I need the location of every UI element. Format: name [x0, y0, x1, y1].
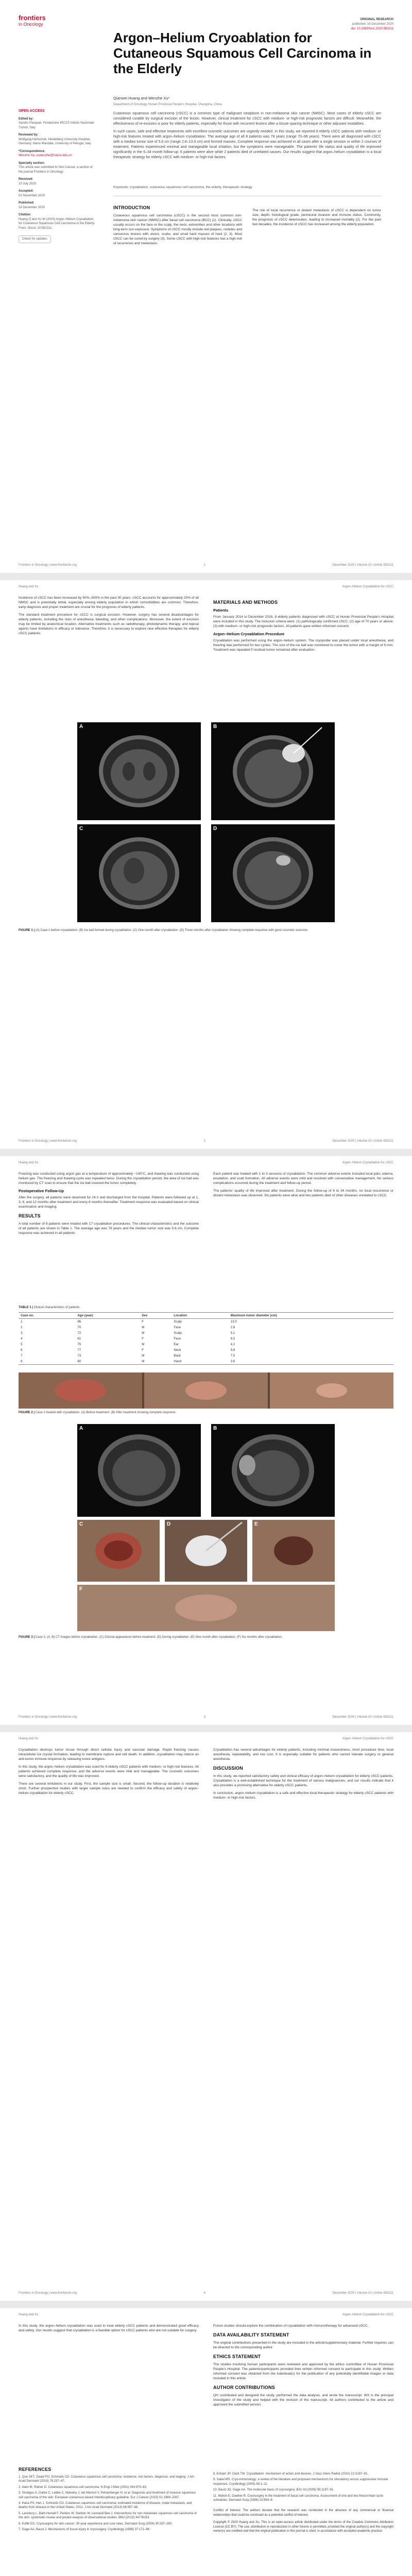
journal-logo[interactable]	[19, 14, 80, 30]
clinical-photo	[77, 1585, 335, 1631]
ct-scan-image	[77, 824, 201, 922]
affiliation: Department of Oncology, Hunan Provincial People's Hospital, Changsha, China	[113, 103, 222, 106]
figure-3-caption: FIGURE 3 | Case 3. (A, B) CT images before cryoablation. (C) Clinical appearance before treatment. (D) During cryoablation. (E) One month after cryoablation. (F) Six months after cryoablation.	[19, 1636, 283, 1639]
abstract-paragraph: In such cases, safe and effective treatments with excellent cosmetic outcomes are urgently needed. In this study, we reported 8 elderly cSCC patients with medium- or high-risk features treated with argon–helium cryoablation. The average age of all 8 patients was 78 years (range 70–96 years). There were all diagnosed with cSCC with a median tumor size of 5.6 cm (range 2.8–13.0 cm) and formed masses. Complete response was achieved in all cases after a single session or within 2 courses of treatment. Patients experienced minimal and manageable local irritation, but the symptoms were manageable. The patients' life status and quality of life improved significantly in the 6–34 month follow-up; 6 patients were alive while 2 patients died of unrelated causes. Our results suggest that argon–helium cryoablation is a local therapeutic strategy for elderly cSCC with medium- or high-risk factors.	[113, 130, 381, 159]
section-heading: REFERENCES	[19, 2467, 52, 2472]
table-1	[19, 1306, 393, 1365]
body-paragraph: Cryoablation has several advantages for elderly patients, including minimal invasiveness, short procedure time, local anesthesia, repeatability, and low cost. It is especially suitable for patients who cannot tolerate surgery or general anesthesia.	[213, 1748, 393, 1761]
section-heading: DISCUSSION	[213, 1766, 244, 1771]
reference-item[interactable]: 10. Baust JG, Gage AA. The molecular basis of cryosurgery. BJU Int (2005) 95:1187–91.	[213, 2488, 334, 2492]
text-column-left	[19, 1748, 199, 1799]
figure-1-panel-c[interactable]	[77, 824, 201, 922]
sidebar-item: Specialty section: This article was submitted to Skin Cancer, a section of the journal Frontiers in Oncology	[19, 161, 93, 174]
panel-label: D	[213, 826, 217, 832]
reference-item[interactable]: 11. Mallon E, Dawber R. Cryosurgery in the treatment of basal cell carcinoma. Assessment of one and two freeze-thaw cycle schedules. Dermatol Surg (1996) 22:854–8.	[213, 2494, 384, 2502]
references-column-right	[213, 2472, 393, 2536]
table-header-row	[19, 1312, 393, 1318]
sidebar-item: Reviewed by: Wolfgang Hartschuh, Heidelberg University Hospital, Germany; Mario Mandalà, University of Perugia, Italy	[19, 133, 91, 145]
reference-item[interactable]: 8. Erinjeri JP, Clark TW. Cryoablation: mechanism of action and devices. J Vasc Interv Radiol (2010) 21:S187–91.	[213, 2472, 369, 2476]
reference-item[interactable]: 9. Sabel MS. Cryo-immunology: a review of the literature and proposed mechanisms for stimulatory versus suppressive immune responses. Cryobiology (2009) 58:1–11.	[213, 2478, 388, 2486]
reference-item[interactable]: 1. Que SKT, Zwald FO, Schmults CD. Cutaneous squamous cell carcinoma: incidence, risk factors, diagnosis, and staging. J Am Acad Dermatol (2018) 78:237–47.	[19, 2476, 194, 2483]
open-access-badge[interactable]: OPEN ACCESS	[19, 109, 45, 113]
body-paragraph: In this study, the argon–helium cryoablation was used to treat elderly cSCC patients and demonstrated good efficacy and safety. Our results suggest that cryoablation is a feasible option for cSCC patients who are not suitable for surgery.	[19, 2324, 199, 2332]
check-updates-button[interactable]: Check for updates	[19, 235, 51, 243]
reference-item[interactable]: 4. Karia PS, Han J, Schmults CD. Cutaneous squamous cell carcinoma: estimated incidence of disease, nodal metastasis, and deaths from disease in the United States, 2012. J Am Acad Dermatol (2013) 68:957–66.	[19, 2502, 192, 2510]
table-row: 6 77 F Neck 5.8	[21, 1348, 235, 1352]
page-1	[0, 0, 412, 573]
body-paragraph: incidence of cSCC has been increased by 50%–300% in the past 30 years. cSCC accounts for approximately 20% of all NMSC and is potentially lethal, especially among elderly population in which comorbidities are common. Therefore, early diagnosis and proper treatment are crucial for the prognosis of elderly patients.	[19, 596, 199, 609]
sidebar-item: Edited by: Sandro Pasquali, Fondazione IRCCS Istituto Nazionale Tumori, Italy	[19, 117, 94, 129]
table-header-cell: Location	[171, 1312, 228, 1318]
clinical-table	[19, 1312, 393, 1365]
body-paragraph: In this study, we reported satisfactory safety and clinical efficacy of argon–helium cryoablation for elderly cSCC patients. Cryoablation is a well-established technique for the treatment of various malignancies, and our results indicate that it also provides a promising alternative for elderly cSCC patients.	[213, 1774, 393, 1787]
panel-label: F	[79, 1586, 83, 1592]
panel-label: E	[254, 1521, 258, 1527]
body-paragraph: The original contributions presented in the study are included in the article/supplementary material. Further inquiries can be directed to the corresponding author.	[213, 2341, 393, 2349]
body-paragraph: There are several limitations in our study. First, the sample size is small. Second, the follow-up duration is relatively short. Further prospective studies with larger sample sizes are needed to confirm the efficacy and safety of argon–helium cryoablation for elderly cSCC.	[19, 1782, 199, 1795]
sidebar-item: Citation: Huang Q and Xu W (2020) Argon–Helium Cryoablation for Cutaneous Squamous Cell Carcinoma in the Elderly. Front. Oncol. 10:582211.	[19, 213, 95, 230]
page-footer: Frontiers in Oncology | www.frontiersin.org 1 December 2020 | Volume 10 | Article 582211	[19, 564, 393, 567]
ct-scan-image	[211, 722, 335, 820]
figure-1-panel-a[interactable]	[77, 722, 201, 820]
author-list[interactable]: Qianwei Huang and Wenzhe Xu*	[113, 96, 170, 100]
body-paragraph: In this study, the argon–helium cryoablation was used for 8 elderly cSCC patients with medium- or high-risk features. All patients achieved complete response, and the adverse events were mild and manageable. The cosmetic outcomes were satisfactory, and the quality of life was improved.	[19, 1765, 199, 1778]
subsection-heading: Postoperative Follow-Up	[19, 1189, 64, 1193]
clinical-photo	[252, 1520, 335, 1582]
article-title: Argon–Helium Cryoablation for Cutaneous Squamous Cell Carcinoma in the Elderly	[113, 30, 372, 76]
sidebar-item: Received: 10 July 2020	[19, 178, 37, 185]
page-gap	[0, 1149, 412, 1156]
body-paragraph: Cryoablation destroys tumor tissue through direct cellular injury and vascular damage. Rapid freezing causes intracellular ice crystal formation, leading to membrane rupture and cell death. In addition, cryoablation may induce an anti-tumor immune response by releasing tumor antigens.	[19, 1748, 199, 1761]
panel-label: B	[213, 1426, 217, 1431]
article-type: ORIGINAL RESEARCH	[360, 18, 393, 21]
reference-item[interactable]: 2. Alam M, Ratner D. Cutaneous squamous-cell carcinoma. N Engl J Med (2001) 344:975–83.	[19, 2485, 147, 2489]
published-date: published: 16 December 2020	[352, 23, 393, 26]
body-paragraph: The studies involving human participants were reviewed and approved by the ethics committee of Hunan Provincial People's Hospital. The patients/participants provided their written informed consent to participate in this study. Written informed consent was obtained from the individual(s) for the publication of any potentially identifiable images or data included in this article.	[213, 2363, 393, 2380]
page-footer: Frontiers in Oncology | www.frontiersin.org 3 December 2020 | Volume 10 | Article 582211	[19, 1716, 393, 1719]
clinical-photo	[165, 1520, 247, 1582]
panel-label: C	[79, 1521, 83, 1527]
ct-scan-image	[77, 1424, 201, 1517]
text-column-right	[213, 2324, 393, 2410]
body-paragraph: The patients' quality of life improved after treatment. During the follow-up of 6 to 34 months, no local recurrence or distant metastasis was observed. Six patients were alive and two patients died of other diseases unrelated to cSCC.	[213, 1189, 393, 1197]
page-footer: Frontiers in Oncology | www.frontiersin.org 2 December 2020 | Volume 10 | Article 582211	[19, 1140, 393, 1143]
page-3	[0, 1156, 412, 1725]
panel-label: D	[167, 1521, 171, 1527]
sidebar-item: Published: 16 December 2020	[19, 201, 45, 209]
figure-3-panel-d[interactable]	[165, 1520, 247, 1582]
table-row: 8 80 M Hand 3.6	[19, 1359, 393, 1365]
table-row: 4 81 F Face 6.0	[21, 1336, 235, 1341]
body-paragraph: Freezing was conducted using argon gas at a temperature of approximately −140°C, and thawing was conducted using helium gas. The freezing and thawing cycle was repeated twice. During the cryoablation period, the area of ice ball was monitored by CT scan to ensure that the ice ball covered the tumor completely.	[19, 1172, 199, 1185]
table-header-cell: Age (year)	[75, 1312, 140, 1318]
body-paragraph: QH contributed and designed the study, performed the data analysis, and wrote the manuscript. WX is the principal investigator of the study and helped with the revision of the manuscript. All authors contributed to the article and approved the submitted version.	[213, 2394, 393, 2406]
intro-column-left	[113, 201, 242, 249]
panel-label: A	[79, 724, 83, 730]
table-row: 3 72 M Scalp 5.1	[21, 1331, 235, 1335]
clinical-photo	[77, 1520, 160, 1582]
section-heading: DATA AVAILABILITY STATEMENT	[213, 2332, 289, 2337]
page-5	[0, 2308, 412, 2576]
figure-2-panel[interactable]	[19, 1372, 393, 1409]
table-header-cell: Sex	[140, 1312, 171, 1318]
page-4	[0, 1732, 412, 2301]
reference-item[interactable]: 7. Gage AA, Baust J. Mechanisms of tissue injury in cryosurgery. Cryobiology (1998) 37:171–86.	[19, 2528, 150, 2532]
text-column-left	[19, 2324, 199, 2336]
section-heading: RESULTS	[19, 1213, 41, 1218]
figure-3-panel-f[interactable]	[77, 1585, 335, 1631]
section-heading: ETHICS STATEMENT	[213, 2354, 261, 2359]
conflict-of-interest: Conflict of Interest: The authors declare that the research was conducted in the absence of any commercial or financial relationships that could be construed as a potential conflict of interest.	[213, 2509, 393, 2517]
panel-label: C	[79, 826, 83, 832]
text-column-right	[213, 1748, 393, 1803]
body-paragraph: From January 2014 to December 2018, 8 elderly patients diagnosed with cSCC at Hunan Provincial People's Hospital were included in this study. The inclusion criteria were: (1) pathologically confirmed cSCC; (2) age of 70 years or above; (3) with medium- or high-risk prognostic factors. All patients gave written informed consent.	[213, 615, 393, 628]
keywords: Keywords: cryoablation, cutaneous squamous cell carcinoma, the elderly, therapeutic strategy	[113, 185, 252, 189]
text-column-right	[213, 596, 393, 655]
body-paragraph: Cutaneous squamous cell carcinoma (cSCC) is the second most common non-melanoma skin cancer (NMSC) after basal cell carcinoma (BCC) (1). Clinically, cSCC usually occurs on the face or the scalp, the neck, extremities and other locations with long-term sun exposure. Symptoms of cSCC mostly include red plaques, nodules and cancerous lesions with ulcers, scabs, and small hard masses of hard (2, 3). Most cSCC can be cured by surgery (3). Some cSCC with high-risk features has a high risk of recurrence and metastasis.	[113, 214, 242, 245]
page-gap	[0, 573, 412, 580]
section-heading: AUTHOR CONTRIBUTIONS	[213, 2385, 275, 2390]
references-column-left	[19, 2463, 199, 2533]
article-sidebar	[19, 109, 96, 243]
panel-label: B	[213, 724, 217, 730]
page-header: Huang and Xu Argon–Helium Cryoablation for cSCC	[19, 1161, 393, 1164]
table-row: 2 70 M Face 2.8	[21, 1325, 235, 1329]
body-paragraph: Cryoablation was performed using the argon–helium system. The cryoprobe was placed under local anesthesia, and freezing was performed for two cycles. The size of the ice ball was monitored to cover the tumor with a margin of 5 mm. Treatment was repeated if residual tumor remained after evaluation.	[213, 639, 393, 652]
subsection-heading: Argon–Helium Cryoablation Procedure	[213, 632, 285, 636]
page-2	[0, 580, 412, 1149]
section-heading: MATERIALS AND METHODS	[213, 600, 278, 605]
table-row: 7 73 M Back 7.5	[21, 1353, 235, 1358]
figure-3-panel-e[interactable]	[252, 1520, 335, 1582]
reference-item[interactable]: 3. Stratigos A, Garbe C, Lebbe C, Malvehy J, del Marmol V, Pehamberger H, et al. Diagnosis and treatment of invasive squamous cell carcinoma of the skin: European consensus-based interdisciplinary guideline. Eur J Cancer (2015) 51:1989–2007.	[19, 2492, 196, 2499]
abstract	[113, 111, 381, 163]
section-heading: INTRODUCTION	[113, 205, 150, 210]
text-column-left	[19, 596, 199, 639]
body-paragraph: Future studies should explore the combination of cryoablation with immunotherapy for advanced cSCC.	[213, 2324, 369, 2328]
abstract-paragraph: Cutaneous squamous cell carcinoma (cSCC) is a common type of malignant neoplasm in non-melanoma skin cancer (NMSC). Most cases of elderly cSCC are considered curable by surgical excision of the lesion. However, clinical treatment for cSCC with medium- or high-risk prognostic factors are difficult. Meanwhile, the effectiveness of re-excision is poor for elderly patients, especially for those with recurrent lesions after a tissue-sparing technique or other adjuvant modalities.	[113, 112, 381, 126]
doi-link[interactable]: doi: 10.3389/fonc.2020.582211	[351, 27, 393, 30]
body-paragraph: The risk of local recurrence or distant metastasis of cSCC is dependent on tumor size, depth, histological grade, perineural invasion and immune status. Commonly, the prognosis of cSCC deteriorates, leading to increased mortality (2). For the past two decades, the incidence of cSCC has increased among the elderly population.	[252, 209, 381, 226]
copyright-notice: Copyright © 2020 Huang and Xu. This is an open-access article distributed under the terms of the Creative Commons Attribution License (CC BY). The use, distribution or reproduction in other forums is permitted, provided the original author(s) and the copyright owner(s) are credited and that the original publication in this journal is cited, in accordance with accepted academic practice.	[213, 2521, 393, 2533]
sidebar-item: Accepted: 02 November 2020	[19, 190, 45, 197]
page-gap	[0, 2301, 412, 2308]
figure-3-panel-c[interactable]	[77, 1520, 160, 1582]
figure-3-panel-a[interactable]	[77, 1424, 201, 1517]
body-paragraph: In conclusion, argon–helium cryoablation is a safe and effective local therapeutic strategy for elderly cSCC patients with medium- or high-risk factors.	[213, 1791, 393, 1800]
page-header: Huang and Xu Argon–Helium Cryoablation for cSCC	[19, 1737, 393, 1740]
article-meta	[351, 18, 393, 31]
text-column-right	[213, 1172, 393, 1201]
table-caption: TABLE 1 | Clinical characteristics of patients.	[19, 1306, 80, 1309]
body-paragraph: The standard treatment procedure for cSCC is surgical excision. However, surgery has several disadvantages for elderly patients, including the risks of anesthesia, bleeding, and other complications. Moreover, the extent of excision may be limited by anatomical location. Alternative treatments such as radiotherapy, photodynamic therapy, and topical agents have limitations in efficacy or tolerance. Therefore, it is necessary to explore new effective therapies for elderly cSCC patients.	[19, 613, 199, 635]
text-column-left	[19, 1172, 199, 1239]
body-paragraph: After the surgery, all patients were observed for 24 h and discharged from the hospital. Patients were followed up at 1, 3, 6, and 12 months after treatment and every 6 months thereafter. Treatment response was evaluated based on clinical examination and imaging.	[19, 1196, 199, 1209]
body-paragraph: A total number of 8 patients were treated with 17 cryoablation procedures. The clinical characteristics and the outcome of all patients are shown in Table 1. The average age was 78 years and the median tumor size was 5.6 cm. Complete response was achieved in all patients.	[19, 1222, 199, 1235]
reference-item[interactable]: 5. Lansbury L, Bath-Hextall F, Perkins W, Stanton W, Leonardi-Bee J. Interventions for non-metastatic squamous cell carcinoma of the skin: systematic review and pooled analysis of observational studies. BMJ (2013) 347:f6153.	[19, 2512, 197, 2520]
ct-scan-image	[211, 824, 335, 922]
table-header-cell: Maximum tumor diameter (cm)	[229, 1312, 393, 1318]
page-footer: Frontiers in Oncology | www.frontiersin.org 4 December 2020 | Volume 10 | Article 582211	[19, 2292, 393, 2295]
panel-label: A	[79, 1426, 83, 1431]
intro-column-right	[252, 208, 381, 230]
body-paragraph: Each patient was treated with 1 to 3 sessions of cryoablation. The common adverse events included local pain, edema, exudation, and scab formation. All adverse events were mild and resolved with conservative management. No serious complications occurred during the treatment and follow-up period.	[213, 1172, 393, 1185]
table-row: 5 75 M Ear 4.2	[21, 1342, 235, 1346]
figure-1-panel-b[interactable]	[211, 722, 335, 820]
figure-1-panel-d[interactable]	[211, 824, 335, 922]
figure-3-panel-b[interactable]	[211, 1424, 335, 1517]
page-gap	[0, 1725, 412, 1732]
page-header: Huang and Xu Argon–Helium Cryoablation for cSCC	[19, 585, 393, 588]
table-header-cell: Case no.	[19, 1312, 75, 1318]
figure-2-caption: FIGURE 2 | Case 2 treated with cryoablation. (A) Before treatment. (B) After treatment showing complete response.	[19, 1411, 177, 1414]
sidebar-item: *Correspondence: Wenzhe Xu, xuwenzhe@hunnu.edu.cn	[19, 149, 72, 157]
clinical-photo-strip	[19, 1372, 393, 1409]
journal-subtitle: in Oncology	[19, 22, 43, 27]
journal-name: frontiers	[19, 14, 46, 22]
ct-scan-image	[77, 722, 201, 820]
figure-1-caption: FIGURE 1 | (A) Case 1 before cryoablation. (B) Ice ball formed during cryoablation. (C) One month after cryoablation. (D) Three months after cryoablation showing complete response with good cosmetic outcome.	[19, 929, 308, 932]
table-row: 1 96 F Scalp 13.0	[21, 1319, 237, 1324]
subsection-heading: Patients	[213, 608, 229, 613]
reference-list	[213, 2472, 393, 2502]
reference-list	[19, 2475, 199, 2532]
ct-scan-image	[211, 1424, 335, 1517]
reference-item[interactable]: 6. Kuflik EG. Cryosurgery for skin cancer: 30-year experience and cure rates. Dermatol Surg (2004) 30:297–300.	[19, 2522, 173, 2526]
page-header: Huang and Xu Argon–Helium Cryoablation for cSCC	[19, 2313, 393, 2316]
